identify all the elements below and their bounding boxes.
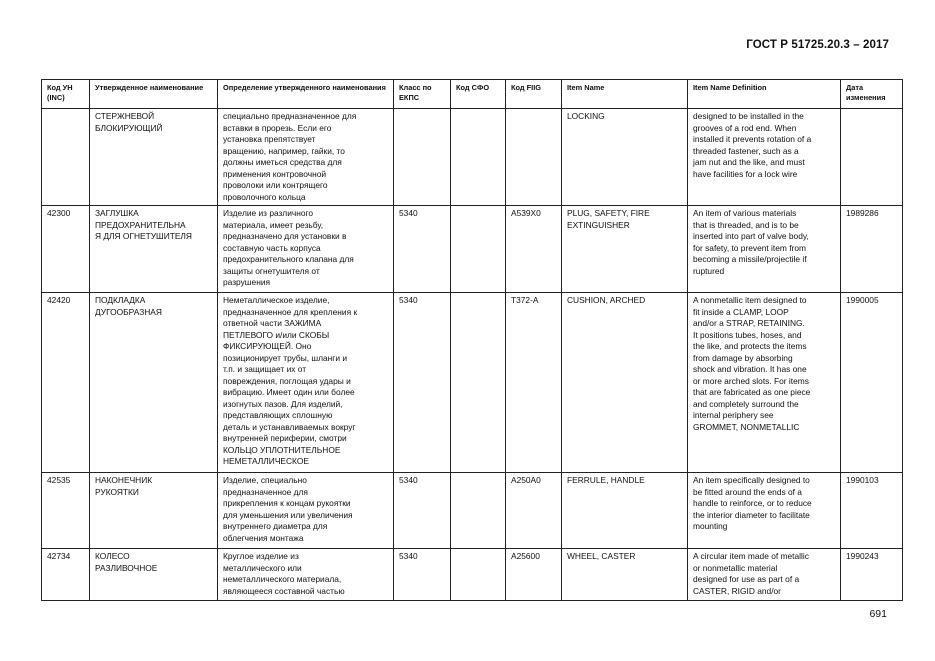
cell-inc: 42734 [42, 549, 90, 601]
cell-date: 1990005 [841, 293, 903, 473]
header-item-name: Item Name [562, 80, 688, 109]
header-inc: Код УН (INC) [42, 80, 90, 109]
header-fiig: Код FIIG [506, 80, 562, 109]
gost-table [41, 79, 903, 601]
cell-fiig: A250A0 [506, 473, 562, 549]
cell-definition: специально предназначенное для вставки в прорезь. Если его установка препятствует вращению, например, гайки, то должны иметься средства для применения контровочной проволоки или контрящего проволочного кольца [218, 109, 394, 206]
cell-item-name: FERRULE, HANDLE [562, 473, 688, 549]
cell-definition: Неметаллическое изделие, предназначенное для крепления к ответной части ЗАЖИМА ПЕТЛЕВОГО и/или СКОБЫ ФИКСИРУЮЩЕЙ. Оно позиционирует трубы, шланги и т.п. и защищает их от повреждения, поглощая удары и вибрацию. Имеет один или более изогнутых пазов. Для изделий, представляющих сплошную деталь и устанавливаемых вокруг внутренней периферии, смотри КОЛЬЦО УПЛОТНИТЕЛЬНОЕ НЕМЕТАЛЛИЧЕСКОЕ [218, 293, 394, 473]
header-definition: Определение утвержденного наименования [218, 80, 394, 109]
cell-class: 5340 [394, 206, 451, 293]
cell-definition: Изделие, специально предназначенное для прикрепления к концам рукоятки для уменьшения или увеличения внутреннего диаметра для облегчения монтажа [218, 473, 394, 549]
cell-inc: 42535 [42, 473, 90, 549]
table-row [42, 549, 903, 601]
cell-class: 5340 [394, 293, 451, 473]
cell-item-name: CUSHION, ARCHED [562, 293, 688, 473]
cell-item-definition: designed to be installed in the grooves of a rod end. When installed it prevents rotation of a threaded fastener, such as a jam nut and the like, and must have facilities for a lock wire [688, 109, 841, 206]
cell-sfo [451, 206, 506, 293]
table-row [42, 473, 903, 549]
cell-approved-name: СТЕРЖНЕВОЙ БЛОКИРУЮЩИЙ [90, 109, 218, 206]
cell-definition: Изделие из различного материала, имеет резьбу, предназначено для установки в составную часть корпуса предохранительного клапана для защиты огнетушителя от разрушения [218, 206, 394, 293]
header-item-definition: Item Name Definition [688, 80, 841, 109]
cell-approved-name: КОЛЕСО РАЗЛИВОЧНОЕ [90, 549, 218, 601]
header-date: Дата изменения [841, 80, 903, 109]
page-number: 691 [869, 608, 887, 620]
cell-date: 1990243 [841, 549, 903, 601]
cell-date [841, 109, 903, 206]
cell-inc: 42420 [42, 293, 90, 473]
cell-fiig: T372-A [506, 293, 562, 473]
cell-fiig: A539X0 [506, 206, 562, 293]
cell-sfo [451, 549, 506, 601]
cell-approved-name: ЗАГЛУШКА ПРЕДОХРАНИТЕЛЬНА Я ДЛЯ ОГНЕТУШИТЕЛЯ [90, 206, 218, 293]
cell-item-name: WHEEL, CASTER [562, 549, 688, 601]
cell-item-name: PLUG, SAFETY, FIRE EXTINGUISHER [562, 206, 688, 293]
cell-item-definition: A nonmetallic item designed to fit inside a CLAMP, LOOP and/or a STRAP, RETAINING. It positions tubes, hoses, and the like, and protects the items from damage by absorbing shock and vibration. It has one or more arched slots. For items that are fabricated as one piece and completely surround the internal periphery see GROMMET, NONMETALLIC [688, 293, 841, 473]
header-approved-name: Утвержденное наименование [90, 80, 218, 109]
cell-inc: 42300 [42, 206, 90, 293]
cell-date: 1990103 [841, 473, 903, 549]
document-header: ГОСТ Р 51725.20.3 – 2017 [746, 39, 889, 51]
cell-class: 5340 [394, 549, 451, 601]
cell-item-name: LOCKING [562, 109, 688, 206]
cell-approved-name: ПОДКЛАДКА ДУГООБРАЗНАЯ [90, 293, 218, 473]
cell-sfo [451, 293, 506, 473]
cell-definition: Круглое изделие из металлического или неметаллического материала, являющееся составной частью [218, 549, 394, 601]
header-class: Класс по ЕКПС [394, 80, 451, 109]
cell-item-definition: An item of various materials that is threaded, and is to be inserted into part of valve body, for safety, to prevent item from becoming a missile/projectile if ruptured [688, 206, 841, 293]
header-sfo: Код СФО [451, 80, 506, 109]
cell-fiig [506, 109, 562, 206]
table-row [42, 206, 903, 293]
cell-item-definition: An item specifically designed to be fitted around the ends of a handle to reinforce, or to reduce the interior diameter to facilitate mounting [688, 473, 841, 549]
cell-class [394, 109, 451, 206]
cell-sfo [451, 109, 506, 206]
table-header-row [42, 80, 903, 109]
table-row [42, 293, 903, 473]
cell-item-definition: A circular item made of metallic or nonmetallic material designed for use as part of a CASTER, RIGID and/or [688, 549, 841, 601]
cell-class: 5340 [394, 473, 451, 549]
table-row [42, 109, 903, 206]
cell-sfo [451, 473, 506, 549]
cell-fiig: A25600 [506, 549, 562, 601]
cell-approved-name: НАКОНЕЧНИК РУКОЯТКИ [90, 473, 218, 549]
cell-inc [42, 109, 90, 206]
cell-date: 1989286 [841, 206, 903, 293]
